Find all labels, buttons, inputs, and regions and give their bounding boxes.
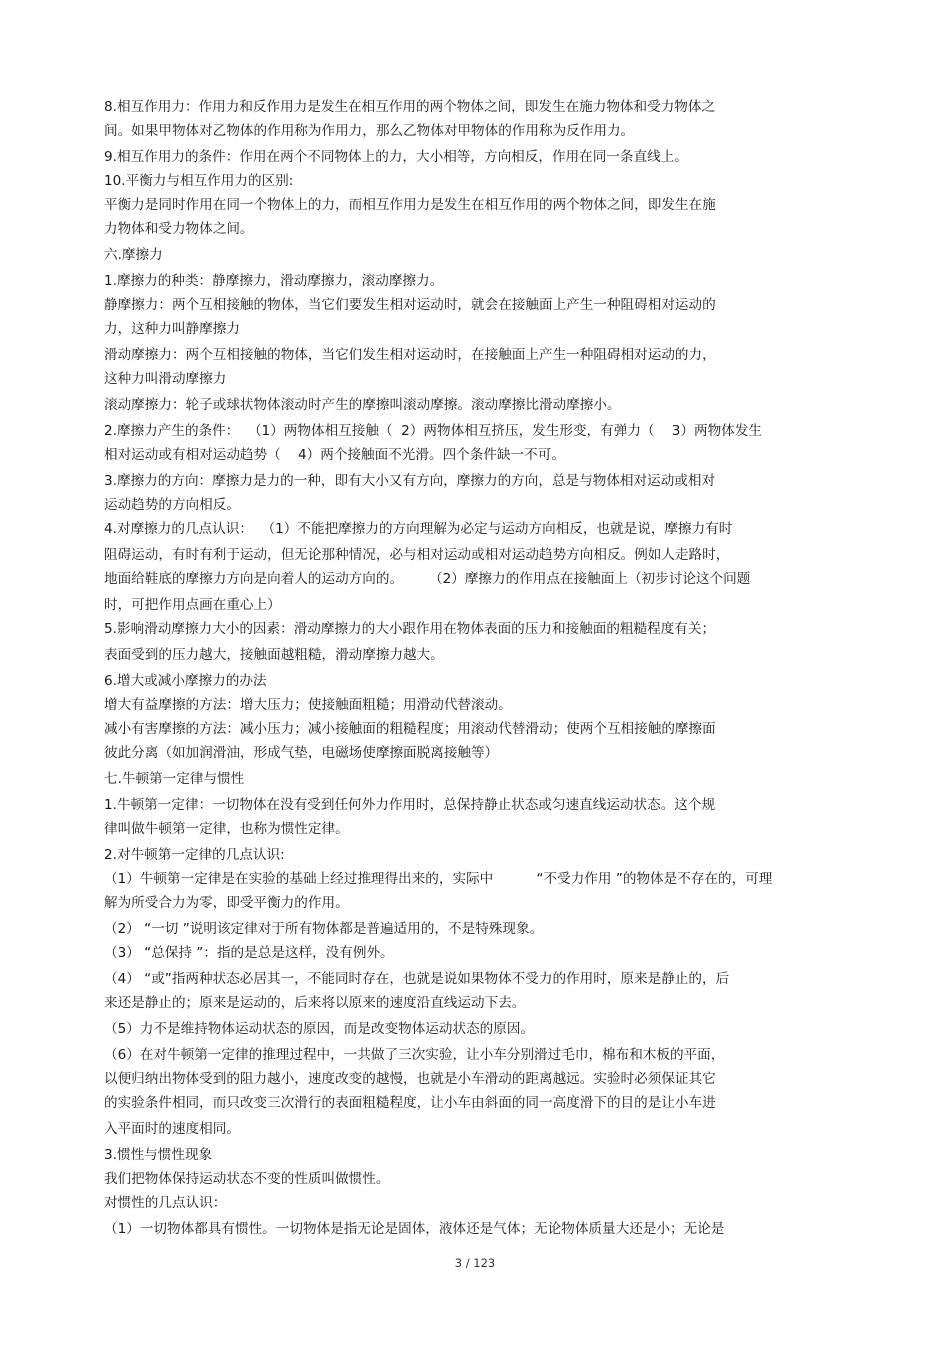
- text-line: 10.平衡力与相互作用力的区别:: [104, 173, 294, 189]
- text-line: （1）一切物体都具有惯性。一切物体是指无论是固体，液体还是气体；无论物体质量大还是小；无论是: [104, 1221, 725, 1237]
- text-line: 以便归纳出物体受到的阻力越小，速度改变的越慢，也就是小车滑动的距离越远。实验时必须保证其它: [104, 1071, 716, 1087]
- text-line: 增大有益摩擦的方法：增大压力；使接触面粗糙；用滑动代替滚动。: [104, 697, 512, 713]
- text-line: 运动趋势的方向相反。: [104, 497, 240, 513]
- text-line: 的实验条件相同，而只改变三次滑行的表面粗糙程度，让小车由斜面的同一高度滑下的目的是让小车进: [104, 1095, 716, 1111]
- text-line: 6.增大或减小摩擦力的办法: [104, 673, 267, 689]
- text-line: 阻碍运动，有时有利于运动，但无论那种情况，必与相对运动或相对运动趋势方向相反。例如人走路时，: [104, 547, 730, 563]
- text-line: 滚动摩擦力：轮子或球状物体滚动时产生的摩擦叫滚动摩擦。滚动摩擦比滑动摩擦小。: [104, 397, 621, 413]
- text-line: （1）牛顿第一定律是在实验的基础上经过推理得出来的，实际中 “不受力作用 ”的物体是不存在的，可理: [104, 871, 773, 887]
- page-number: 3 / 123: [454, 1256, 496, 1270]
- text-line: 我们把物体保持运动状态不变的性质叫做惯性。: [104, 1171, 390, 1187]
- text-line: 来还是静止的；原来是运动的，后来将以原来的速度沿直线运动下去。: [104, 995, 526, 1011]
- text-line: 相对运动或有相对运动趋势（ 4）两个接触面不光滑。四个条件缺一不可。: [104, 447, 565, 463]
- text-line: 平衡力是同时作用在同一个物体上的力，而相互作用力是发生在相互作用的两个物体之间，即发生在施: [104, 197, 716, 213]
- text-line: 七.牛顿第一定律与惯性: [104, 771, 245, 787]
- text-line: 对惯性的几点认识：: [104, 1195, 227, 1211]
- text-line: 彼此分离（如加润滑油，形成气垫，电磁场使摩擦面脱离接触等）: [104, 745, 499, 761]
- text-line: 解为所受合力为零，即受平衡力的作用。: [104, 895, 349, 911]
- text-line: （4） “或”指两种状态必居其一，不能同时存在，也就是说如果物体不受力的作用时，原来是静止的，后: [104, 971, 730, 987]
- text-line: 这种力叫滑动摩擦力: [104, 371, 227, 387]
- text-line: 3.摩擦力的方向：摩擦力是力的一种，即有大小又有方向，摩擦力的方向，总是与物体相对运动或相对: [104, 473, 716, 489]
- text-line: 地面给鞋底的摩擦力方向是向着人的运动方向的。 （2）摩擦力的作用点在接触面上（初步讨论这个问题: [104, 571, 751, 587]
- text-line: 力，这种力叫静摩擦力: [104, 321, 240, 337]
- text-line: （3） “总保持 ”：指的是总是这样，没有例外。: [104, 945, 394, 961]
- text-line: 9.相互作用力的条件：作用在两个不同物体上的力，大小相等，方向相反，作用在同一条直线上。: [104, 149, 688, 165]
- text-line: 1.牛顿第一定律：一切物体在没有受到任何外力作用时，总保持静止状态或匀速直线运动状态。这个规: [104, 797, 716, 813]
- text-line: 入平面时的速度相同。: [104, 1121, 240, 1137]
- text-line: 滑动摩擦力：两个互相接触的物体，当它们发生相对运动时，在接触面上产生一种阻碍相对运动的力，: [104, 347, 716, 363]
- text-line: 时，可把作用点画在重心上）: [104, 597, 281, 613]
- text-line: 5.影响滑动摩擦力大小的因素：滑动摩擦力的大小跟作用在物体表面的压力和接触面的粗糙程度有关；: [104, 621, 716, 637]
- text-line: 表面受到的压力越大，接触面越粗糙，滑动摩擦力越大。: [104, 647, 444, 663]
- text-line: 间。如果甲物体对乙物体的作用称为作用力，那么乙物体对甲物体的作用称为反作用力。: [104, 123, 635, 139]
- text-line: 律叫做牛顿第一定律，也称为惯性定律。: [104, 821, 349, 837]
- text-line: 2.摩擦力产生的条件： （1）两物体相互接触（ 2）两物体相互挤压，发生形变，有弹力（ 3）两物体发生: [104, 423, 763, 439]
- text-line: 力物体和受力物体之间。: [104, 221, 254, 237]
- text-line: 4.对摩擦力的几点认识： （1）不能把摩擦力的方向理解为必定与运动方向相反，也就是说，摩擦力有时: [104, 521, 733, 537]
- text-line: 8.相互作用力：作用力和反作用力是发生在相互作用的两个物体之间，即发生在施力物体和受力物体之: [104, 99, 716, 115]
- text-line: 减小有害摩擦的方法：减小压力；减小接触面的粗糙程度；用滚动代替滑动；使两个互相接触的摩擦面: [104, 721, 716, 737]
- text-line: 1.摩擦力的种类：静摩擦力，滑动摩擦力，滚动摩擦力。: [104, 273, 444, 289]
- text-line: （2） “一切 ”说明该定律对于所有物体都是普遍适用的，不是特殊现象。: [104, 921, 544, 937]
- text-line: 3.惯性与惯性现象: [104, 1147, 213, 1163]
- text-line: 六.摩擦力: [104, 247, 163, 263]
- text-line: 静摩擦力：两个互相接触的物体，当它们要发生相对运动时，就会在接触面上产生一种阻碍相对运动的: [104, 297, 716, 313]
- text-line: （5）力不是维持物体运动状态的原因，而是改变物体运动状态的原因。: [104, 1021, 535, 1037]
- text-line: （6）在对牛顿第一定律的推理过程中，一共做了三次实验，让小车分别滑过毛巾，棉布和木板的平面，: [104, 1047, 725, 1063]
- text-line: 2.对牛顿第一定律的几点认识:: [104, 847, 285, 863]
